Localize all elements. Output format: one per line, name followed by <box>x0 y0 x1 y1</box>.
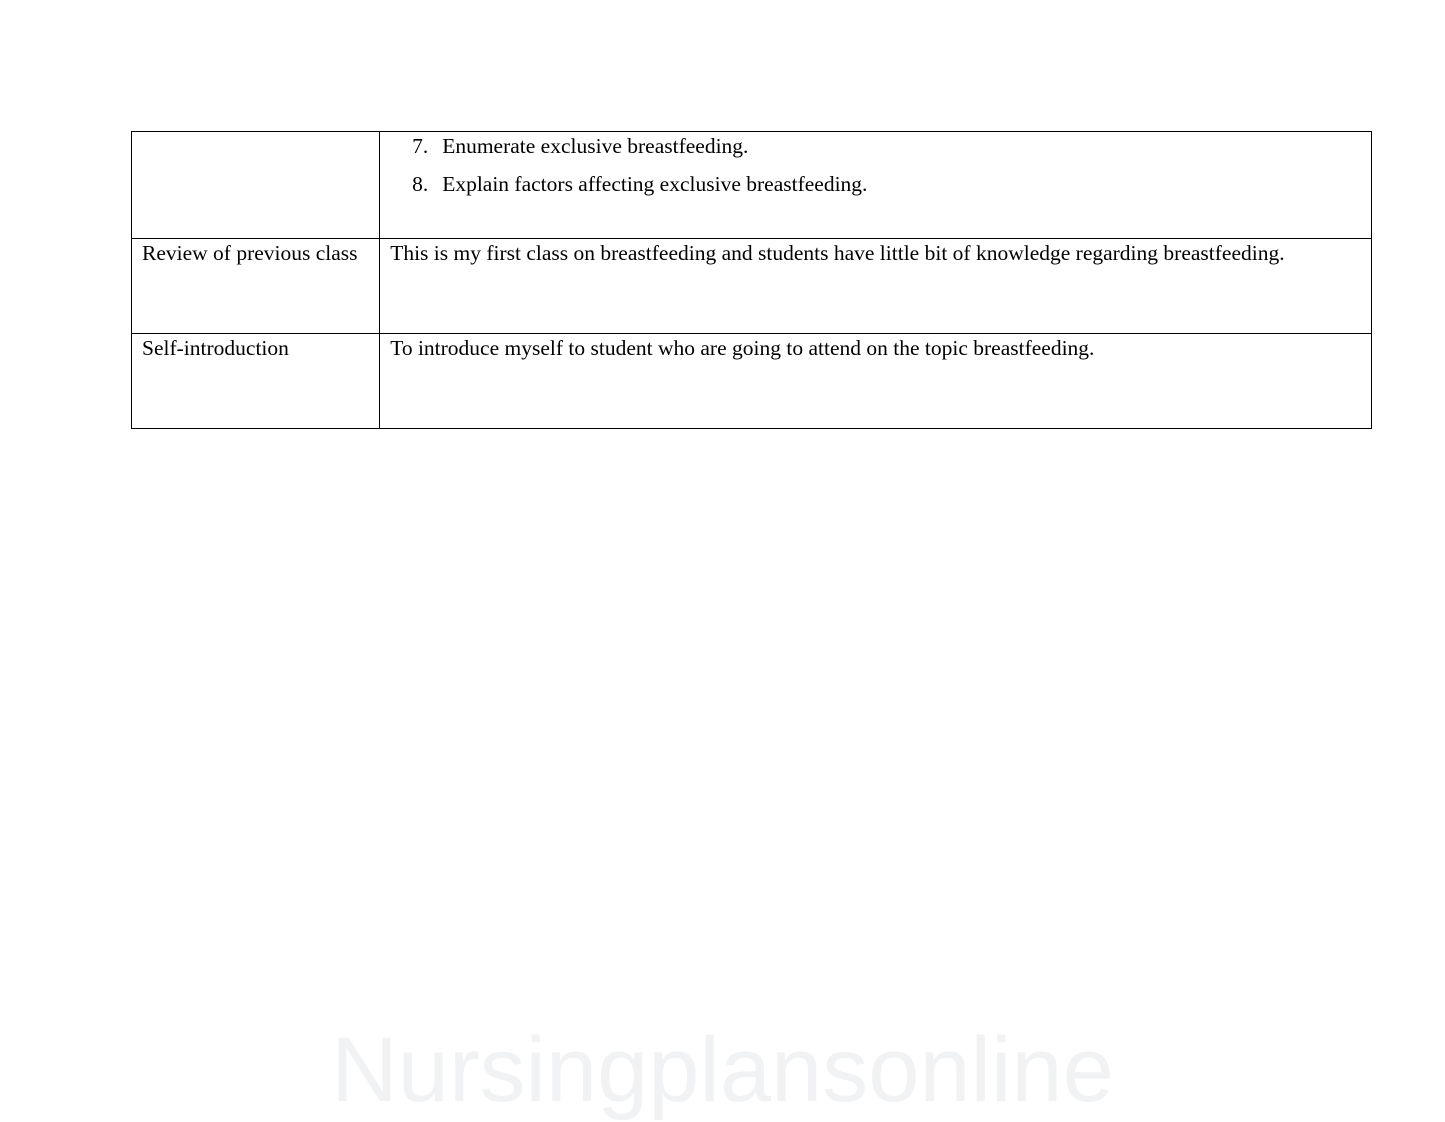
intro-label: Self-introduction <box>142 336 289 360</box>
objectives-row <box>132 132 1372 239</box>
list-item-text: Enumerate exclusive breastfeeding. <box>442 134 749 158</box>
list-item <box>380 132 1371 170</box>
intro-content: To introduce myself to student who are going to attend on the topic breastfeeding. <box>390 336 1095 360</box>
review-row <box>132 239 1372 334</box>
list-item-text: Explain factors affecting exclusive breastfeeding. <box>442 172 868 196</box>
objectives-content-cell <box>380 132 1372 239</box>
intro-label-cell <box>132 334 380 429</box>
lesson-plan-table <box>131 131 1372 429</box>
review-label: Review of previous class <box>142 241 358 265</box>
watermark: Nursingplansonline <box>331 1019 1114 1121</box>
list-item <box>380 170 1371 208</box>
list-item-number: 8. <box>412 172 429 196</box>
review-content-cell <box>380 239 1372 334</box>
objectives-list <box>380 132 1371 208</box>
objectives-label <box>132 132 379 133</box>
review-label-cell <box>132 239 380 334</box>
review-content: This is my first class on breastfeeding and students have little bit of knowledge regarding breastfeeding. <box>390 241 1285 265</box>
intro-content-cell <box>380 334 1372 429</box>
list-item-number: 7. <box>412 134 429 158</box>
self-introduction-row <box>132 334 1372 429</box>
objectives-label-cell <box>132 132 380 239</box>
